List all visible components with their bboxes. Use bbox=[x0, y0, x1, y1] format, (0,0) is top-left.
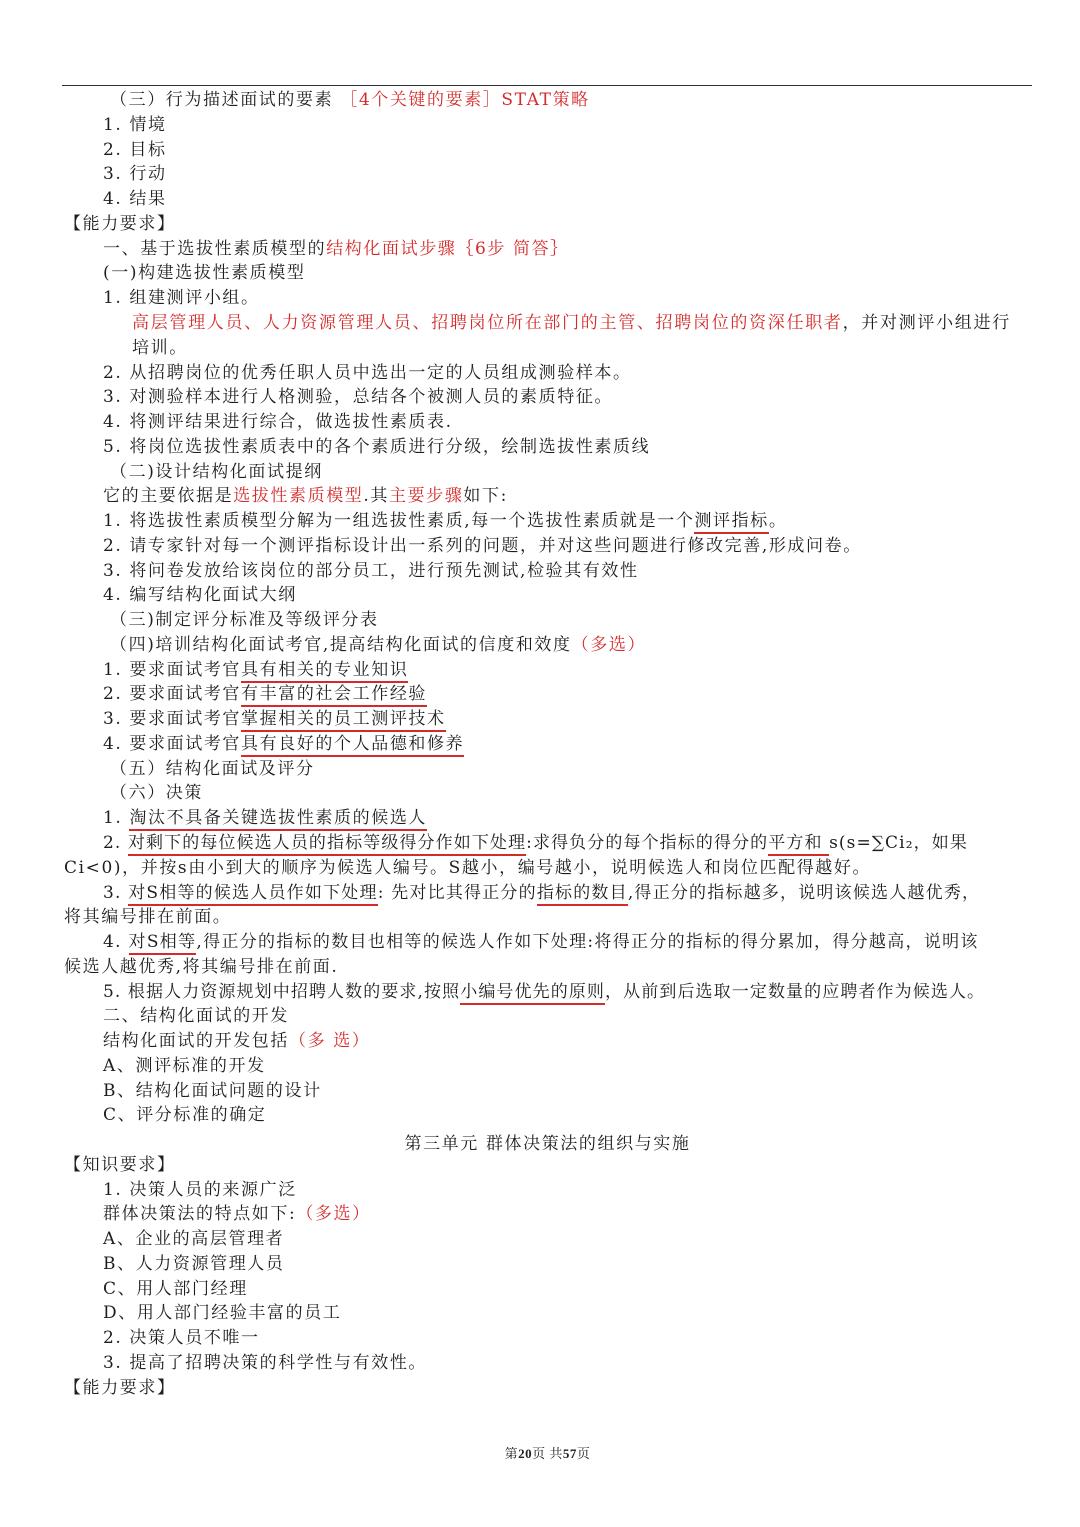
text-line: Ci<0)，并按s由小到大的顺序为候选人编号。S越小，编号越小，说明候选人和岗位匹配得越好。 bbox=[64, 858, 872, 878]
list-item: B、人力资源管理人员 bbox=[103, 1254, 285, 1274]
text-line: 3. 行动 bbox=[103, 164, 167, 184]
text-line: 2. 要求面试考官有丰富的社会工作经验 bbox=[103, 683, 427, 705]
text-line: 1. 情境 bbox=[103, 115, 167, 135]
list-item: B、结构化面试问题的设计 bbox=[103, 1081, 322, 1101]
text-line: 一、基于选拔性素质模型的结构化面试步骤｛6步 简答｝ bbox=[103, 239, 569, 259]
page-number: 20 bbox=[518, 1446, 533, 1461]
text-line: 1. 要求面试考官具有相关的专业知识 bbox=[103, 659, 408, 681]
text-line: 2. 目标 bbox=[103, 140, 167, 160]
text-line: (一)构建选拔性素质模型 bbox=[103, 263, 306, 283]
text-line: 1. 淘汰不具备关键选拔性素质的候选人 bbox=[103, 807, 427, 829]
text-line: 1. 组建测评小组。 bbox=[103, 288, 260, 308]
text-line: （三）行为描述面试的要素 ［4个关键的要素］STAT策略 bbox=[110, 90, 590, 110]
text-line: 4. 结果 bbox=[103, 189, 167, 209]
text-line: 3. 对测验样本进行人格测验，总结各个被测人员的素质特征。 bbox=[103, 387, 614, 407]
unit-title: 第三单元 群体决策法的组织与实施 bbox=[404, 1134, 691, 1154]
page-footer: 第20页 共57页 bbox=[504, 1446, 591, 1461]
text-line: 它的主要依据是选拔性素质模型.其主要步骤如下: bbox=[103, 486, 508, 506]
text-line: （六）决策 bbox=[110, 783, 203, 803]
list-item: D、用人部门经验丰富的员工 bbox=[103, 1303, 342, 1323]
text-line: 结构化面试的开发包括（多 选） bbox=[103, 1031, 371, 1051]
text-line: 3. 要求面试考官掌握相关的员工测评技术 bbox=[103, 708, 446, 730]
text-line: （五）结构化面试及评分 bbox=[110, 759, 315, 779]
section-heading: 二、结构化面试的开发 bbox=[103, 1006, 289, 1026]
text-line: 群体决策法的特点如下:（多选） bbox=[103, 1204, 371, 1224]
text-line: 2. 对剩下的每位候选人员的指标等级得分作如下处理:求得负分的每个指标的得分的平方和 s(s=∑Ci₂，如果 bbox=[103, 832, 968, 854]
page-total: 57 bbox=[562, 1446, 577, 1461]
text-line: （三)制定评分标准及等级评分表 bbox=[110, 610, 379, 630]
header-rule bbox=[62, 85, 1032, 86]
text-line: 2. 从招聘岗位的优秀任职人员中选出一定的人员组成测验样本。 bbox=[103, 363, 632, 383]
text-line: 2. 请专家针对每一个测评指标设计出一系列的问题，并对这些问题进行修改完善,形成问卷。 bbox=[103, 536, 862, 556]
text-line: （四)培训结构化面试考官,提高结构化面试的信度和效度（多选） bbox=[110, 635, 647, 655]
text-line: 培训。 bbox=[132, 338, 188, 358]
list-item: A、测评标准的开发 bbox=[103, 1056, 266, 1076]
text-line: 3. 提高了招聘决策的科学性与有效性。 bbox=[103, 1353, 428, 1373]
text-line: 3. 将问卷发放给该岗位的部分员工，进行预先测试,检验其有效性 bbox=[103, 561, 639, 581]
list-item: A、企业的高层管理者 bbox=[103, 1229, 285, 1249]
text-line: 1. 将选拔性素质模型分解为一组选拔性素质,每一个选拔性素质就是一个测评指标。 bbox=[103, 510, 787, 532]
text-line: 2. 决策人员不唯一 bbox=[103, 1328, 260, 1348]
text-line: 3. 对S相等的候选人员作如下处理: 先对比其得正分的指标的数目,得正分的指标越多，说明该候选人越优秀， bbox=[103, 882, 980, 904]
text-line: 1. 决策人员的来源广泛 bbox=[103, 1180, 297, 1200]
list-item: C、用人部门经理 bbox=[103, 1279, 248, 1299]
section-heading: 【能力要求】 bbox=[64, 1378, 176, 1398]
text-line: 5. 根据人力资源规划中招聘人数的要求,按照小编号优先的原则，从前到后选取一定数量的应聘者作为候选人。 bbox=[103, 981, 985, 1003]
text-line: 5. 将岗位选拔性素质表中的各个素质进行分级，绘制选拔性素质线 bbox=[103, 437, 651, 457]
section-heading: 【知识要求】 bbox=[64, 1155, 176, 1175]
text-line: 4. 要求面试考官具有良好的个人品德和修养 bbox=[103, 733, 464, 755]
text-line: 高层管理人员、人力资源管理人员、招聘岗位所在部门的主管、招聘岗位的资深任职者，并对测评小组进行 bbox=[132, 313, 1011, 333]
section-heading: 【能力要求】 bbox=[64, 214, 176, 234]
text-line: 4. 将测评结果进行综合，做选拔性素质表. bbox=[103, 412, 453, 432]
list-item: C、评分标准的确定 bbox=[103, 1105, 267, 1125]
text-line: 4. 对S相等,得正分的指标的数目也相等的候选人作如下处理:将得正分的指标的得分累加，得分越高，说明该 bbox=[103, 931, 979, 953]
text-line: （二)设计结构化面试提纲 bbox=[110, 462, 323, 482]
text-line: 4. 编写结构化面试大纲 bbox=[103, 585, 297, 605]
text-line: 候选人越优秀,将其编号排在前面. bbox=[64, 957, 339, 977]
text-line: 将其编号排在前面。 bbox=[64, 907, 232, 927]
